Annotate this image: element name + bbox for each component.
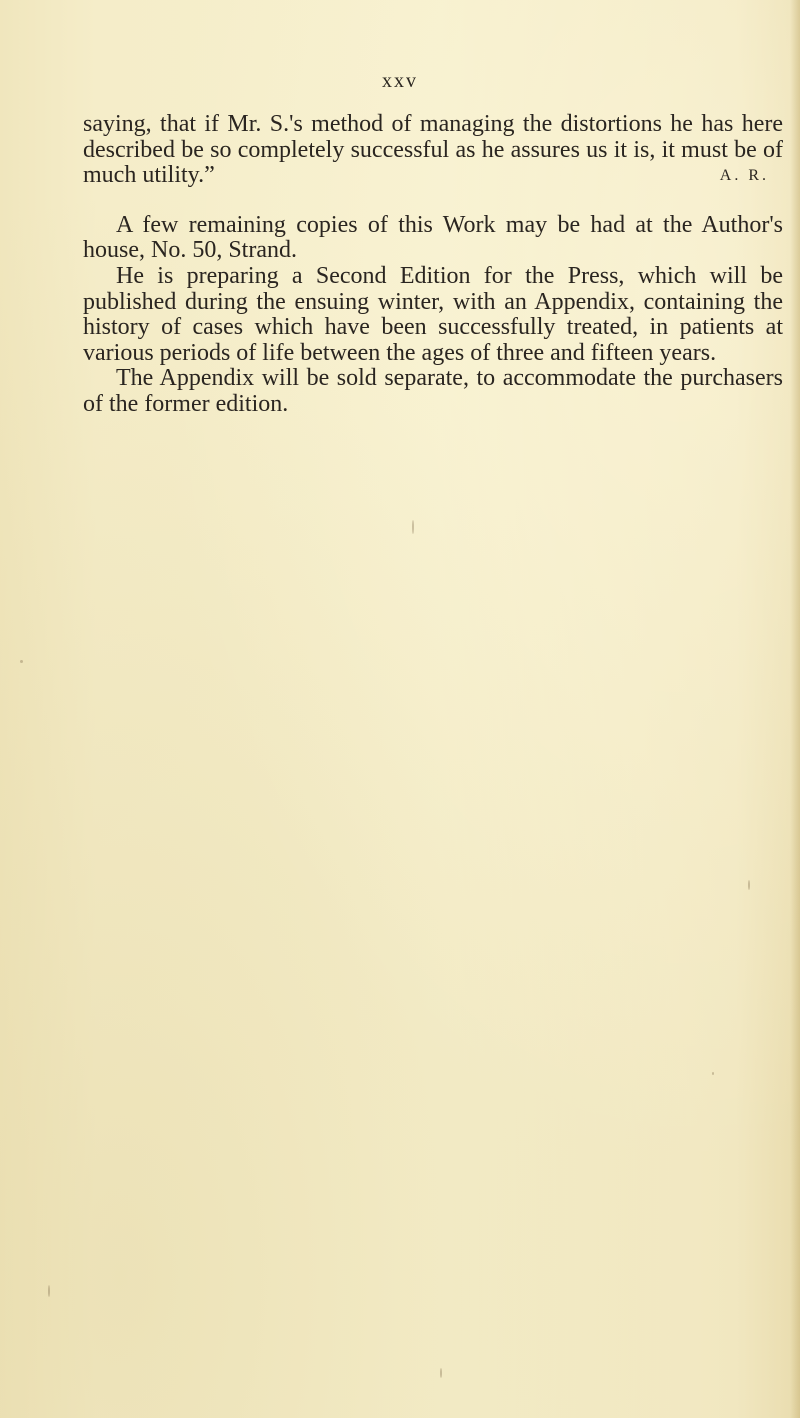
body-text [83, 112, 783, 418]
signature-initials: A. R. [719, 167, 769, 185]
paper-fleck [440, 1368, 442, 1378]
paper-fleck [20, 660, 23, 663]
paper-fleck [412, 520, 414, 534]
paper-fleck [748, 880, 750, 890]
continuation-text: saying, that if Mr. S.'s method of managing the distortions he has here described be so completely successful as he assures us it is, it must be of much utility.” [83, 111, 783, 189]
page-edge-shadow [790, 0, 800, 1418]
paper-fleck [48, 1285, 50, 1297]
paper-fleck [712, 1072, 714, 1075]
notice-second-edition: He is preparing a Second Edition for the Press, which will be published during the ensuing winter, with an Appendix, containing the history of cases which have been successfully treated, in patients at various periods of life between the ages of three and fifteen years. [83, 262, 783, 366]
page-number: xxv [382, 70, 418, 92]
notice-appendix: The Appendix will be sold separate, to accommodate the purchasers of the former edition. [83, 365, 783, 417]
continuation-paragraph [83, 112, 783, 189]
notice-copies-available: A few remaining copies of this Work may be had at the Author's house, No. 50, Strand. [83, 211, 783, 264]
